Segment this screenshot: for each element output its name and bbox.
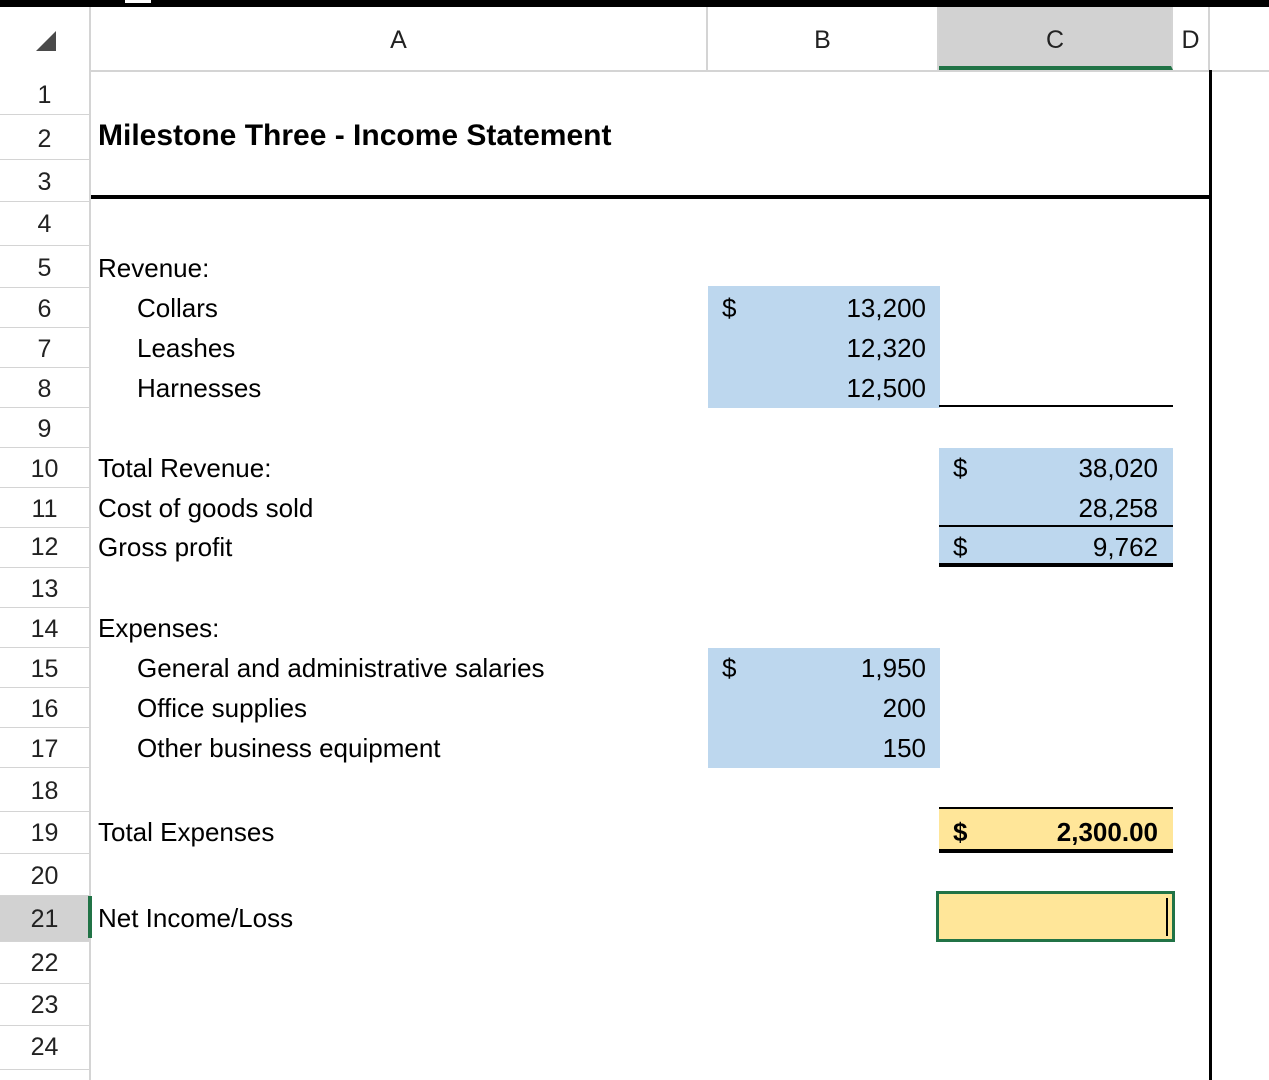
net-income-label[interactable]: Net Income/Loss — [98, 903, 294, 933]
window-top-edge — [0, 0, 1269, 7]
expense-item-currency: $ — [722, 653, 737, 683]
row-header-7[interactable]: 7 — [0, 328, 89, 368]
row-header-9[interactable]: 9 — [0, 408, 89, 448]
expenses-header[interactable]: Expenses: — [98, 613, 220, 643]
row-header-6[interactable]: 6 — [0, 288, 89, 328]
expense-item-value[interactable]: 1,950 — [860, 653, 926, 683]
revenue-subtotal-rule — [939, 405, 1173, 407]
revenue-item-value[interactable]: 13,200 — [846, 293, 926, 323]
net-income-cell[interactable] — [936, 891, 1175, 942]
cogs-label[interactable]: Cost of goods sold — [98, 493, 314, 523]
row-header-16[interactable]: 16 — [0, 688, 89, 728]
expense-item-value[interactable]: 200 — [882, 693, 926, 723]
gross-profit-value[interactable]: 9,762 — [1092, 532, 1158, 562]
row-header-20[interactable]: 20 — [0, 854, 89, 896]
table-right-border — [1209, 70, 1212, 1080]
window-top-gap — [125, 0, 151, 3]
row-header-23[interactable]: 23 — [0, 984, 89, 1026]
column-header-d[interactable]: D — [1173, 7, 1210, 70]
sheet-title[interactable]: Milestone Three - Income Statement — [98, 119, 612, 152]
row-header-19[interactable]: 19 — [0, 812, 89, 854]
row-header-22[interactable]: 22 — [0, 942, 89, 984]
row-header-1[interactable]: 1 — [0, 72, 89, 115]
expense-item-label[interactable]: General and administrative salaries — [137, 653, 545, 683]
select-all-triangle-icon — [36, 31, 56, 51]
row-21-active-marker — [88, 896, 92, 938]
total-expenses-value[interactable]: 2,300.00 — [1056, 817, 1158, 847]
text-cursor — [1166, 898, 1168, 936]
row-header-18[interactable]: 18 — [0, 768, 89, 812]
revenue-item-label[interactable]: Harnesses — [137, 373, 262, 403]
row-header-24[interactable]: 24 — [0, 1026, 89, 1070]
total-revenue-value[interactable]: 38,020 — [1078, 453, 1158, 483]
expense-item-label[interactable]: Other business equipment — [137, 733, 441, 763]
revenue-item-value[interactable]: 12,320 — [846, 333, 926, 363]
column-header-b[interactable]: B — [708, 7, 939, 70]
total-revenue-label[interactable]: Total Revenue: — [98, 453, 272, 483]
row-header-2[interactable]: 2 — [0, 115, 89, 160]
total-expenses-currency: $ — [953, 817, 968, 847]
gross-profit-label[interactable]: Gross profit — [98, 532, 233, 562]
gross-profit-currency: $ — [953, 532, 968, 562]
expense-item-label[interactable]: Office supplies — [137, 693, 308, 723]
row-header-13[interactable]: 13 — [0, 568, 89, 608]
revenue-item-label[interactable]: Collars — [137, 293, 218, 323]
row-header-4[interactable]: 4 — [0, 202, 89, 246]
row-header-21[interactable]: 21 — [0, 896, 89, 942]
row-header-5[interactable]: 5 — [0, 246, 89, 288]
revenue-item-value[interactable]: 12,500 — [846, 373, 926, 403]
row-header-8[interactable]: 8 — [0, 368, 89, 408]
row-header-3[interactable]: 3 — [0, 160, 89, 202]
total-revenue-currency: $ — [953, 453, 968, 483]
gross-profit-double-rule — [939, 563, 1173, 567]
cogs-rule — [939, 525, 1173, 527]
revenue-header[interactable]: Revenue: — [98, 253, 210, 283]
column-header-c[interactable]: C — [939, 7, 1173, 70]
column-header-a[interactable]: A — [91, 7, 708, 70]
revenue-item-label[interactable]: Leashes — [137, 333, 236, 363]
cogs-value[interactable]: 28,258 — [1078, 493, 1158, 523]
row-header-10[interactable]: 10 — [0, 448, 89, 488]
expense-item-value[interactable]: 150 — [882, 733, 926, 763]
row-header-12[interactable]: 12 — [0, 528, 89, 568]
total-expenses-label[interactable]: Total Expenses — [98, 817, 275, 847]
row-header-15[interactable]: 15 — [0, 648, 89, 688]
revenue-item-currency: $ — [722, 293, 737, 323]
row-header-14[interactable]: 14 — [0, 608, 89, 648]
title-underline — [91, 195, 1212, 199]
row-header-17[interactable]: 17 — [0, 728, 89, 768]
row-header-11[interactable]: 11 — [0, 488, 89, 528]
